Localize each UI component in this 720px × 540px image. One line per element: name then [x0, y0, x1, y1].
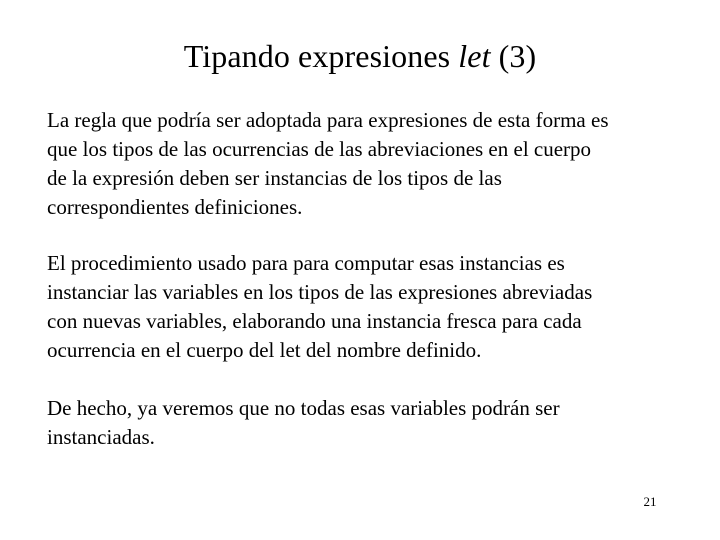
slide-title-suffix: (3): [490, 38, 537, 74]
paragraph-line: instanciar las variables en los tipos de las expresiones abreviadas: [47, 280, 593, 304]
slide-title-prefix: Tipando expresiones: [183, 38, 459, 74]
paragraph-line: La regla que podría ser adoptada para expresiones de esta forma es: [47, 108, 609, 132]
paragraph-line: de la expresión deben ser instancias de los tipos de las: [47, 166, 502, 190]
paragraph-line: instanciadas.: [47, 425, 155, 449]
slide-title-keyword: let: [458, 38, 491, 74]
paragraph-line: correspondientes definiciones.: [47, 195, 303, 219]
paragraph-line: ocurrencia en el cuerpo del let del nombre definido.: [47, 338, 482, 362]
paragraph-line: que los tipos de las ocurrencias de las abreviaciones en el cuerpo: [47, 137, 592, 161]
slide-title: [0, 36, 720, 76]
paragraph-1: [47, 106, 697, 222]
paragraph-line: con nuevas variables, elaborando una instancia fresca para cada: [47, 309, 582, 333]
paragraph-line: De hecho, ya veremos que no todas esas variables podrán ser: [47, 396, 560, 420]
page-number: 21: [643, 494, 657, 509]
paragraph-2: [47, 249, 697, 365]
paragraph-3: [47, 394, 697, 452]
paragraph-line: El procedimiento usado para para computar esas instancias es: [47, 251, 565, 275]
